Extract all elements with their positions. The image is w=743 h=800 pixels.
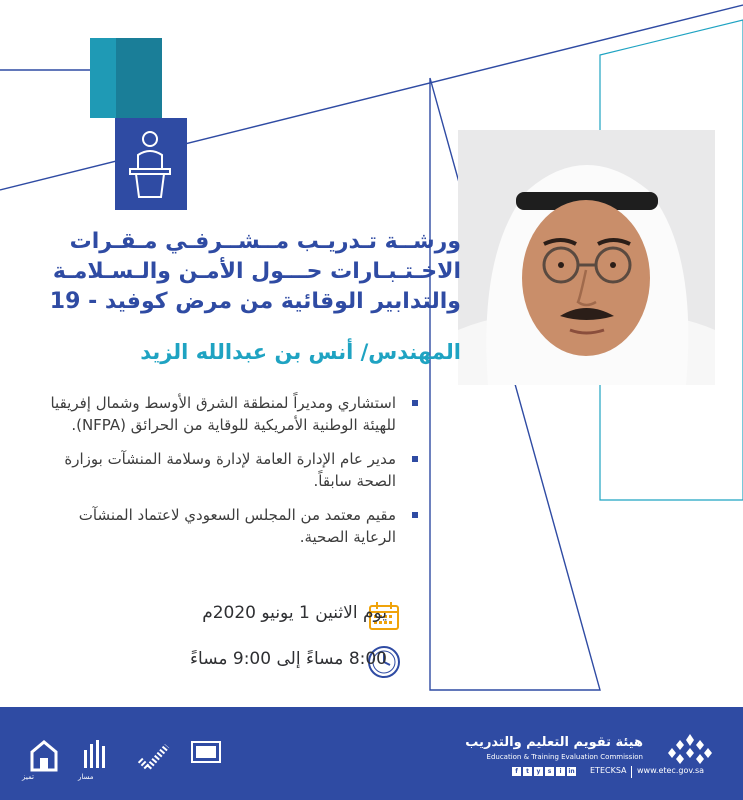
website-link[interactable]: www.etec.gov.sa — [637, 766, 705, 775]
twitter-icon[interactable]: t — [523, 767, 532, 776]
partner-label: تميز — [22, 773, 34, 781]
workshop-title — [21, 227, 461, 317]
bullet-square-icon — [412, 400, 418, 406]
decor-teal-shade — [116, 38, 162, 118]
bullet-square-icon — [412, 512, 418, 518]
etec-logo-icon — [668, 732, 713, 766]
facebook-icon[interactable]: f — [512, 767, 521, 776]
workshop-title-line: الاخـتـبـارات حـــول الأمـن والـسـلامـة — [52, 259, 461, 284]
bio-text: مقيم معتمد من المجلس السعودي لاعتماد المنشآت الرعاية الصحية. — [78, 506, 396, 546]
workshop-title-line: ورشــة تـدريـب مــشــرفـي مـقـرات — [69, 229, 461, 254]
speaker-photo — [458, 130, 715, 385]
presenter-podium-icon — [124, 125, 176, 200]
bio-item — [36, 392, 396, 436]
footer-divider — [631, 766, 632, 778]
speaker-bio-list — [36, 392, 396, 560]
bio-item — [36, 448, 396, 492]
instagram-icon[interactable]: i — [556, 767, 565, 776]
workshop-title-line: والتدابير الوقائية من مرض كوفيد - 19 — [49, 289, 461, 314]
snapchat-icon[interactable]: s — [545, 767, 554, 776]
social-icons — [512, 767, 576, 776]
event-time: 8:00 مساءً إلى 9:00 مساءً — [190, 649, 387, 669]
org-name-english: Education & Training Evaluation Commission — [486, 753, 643, 761]
footer-bar — [0, 707, 743, 800]
bio-item — [36, 504, 396, 548]
partner-label: مسار — [78, 773, 94, 781]
bullet-square-icon — [412, 456, 418, 462]
event-date: يوم الاثنين 1 يونيو 2020م — [202, 603, 387, 623]
bio-text: استشاري ومديراً لمنطقة الشرق الأوسط وشمال إفريقيا للهيئة الوطنية الأمريكية للوقاية من الحرائق (NFPA). — [50, 394, 396, 434]
youtube-icon[interactable]: y — [534, 767, 543, 776]
speaker-name: المهندس/ أنس بن عبدالله الزيد — [140, 340, 461, 364]
social-handle[interactable]: ETECKSA — [590, 766, 627, 775]
partner-logos — [22, 730, 232, 780]
linkedin-icon[interactable]: in — [568, 768, 575, 775]
bio-text: مدير عام الإدارة العامة لإدارة وسلامة المنشآت بوزارة الصحة سابقاً. — [64, 450, 396, 490]
org-name-arabic: هيئة تقويم التعليم والتدريب — [465, 735, 643, 750]
